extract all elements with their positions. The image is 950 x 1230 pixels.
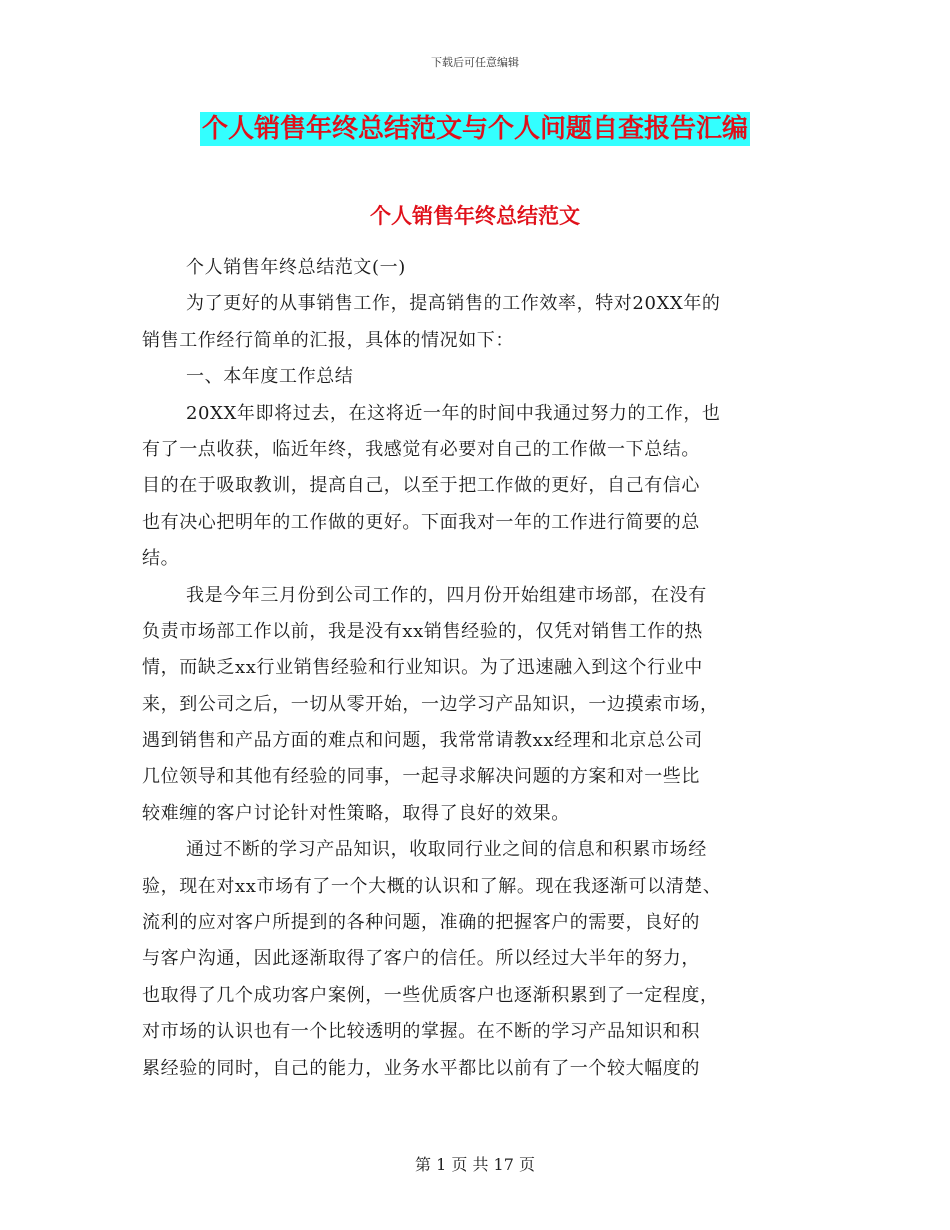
main-title: 个人销售年终总结范文与个人问题自查报告汇编 bbox=[201, 114, 748, 144]
text-line: 销售工作经行简单的汇报，具体的情况如下： bbox=[142, 329, 514, 351]
page-header: 下载后可任意编辑 bbox=[431, 56, 519, 69]
text-line: 结。 bbox=[142, 548, 180, 570]
text-line: 也取得了几个成功客户案例，一些优质客户也逐渐积累到了一定程度， bbox=[142, 984, 719, 1006]
document-body bbox=[142, 250, 842, 1087]
section-title: 个人销售年终总结范文 bbox=[370, 204, 580, 228]
text-line: 对市场的认识也有一个比较透明的掌握。在不断的学习产品知识和积 bbox=[142, 1021, 700, 1043]
text-line: 几位领导和其他有经验的同事，一起寻求解决问题的方案和对一些比 bbox=[142, 766, 700, 788]
page-footer: 第 1 页 共 17 页 bbox=[415, 1155, 535, 1174]
text-line: 来，到公司之后，一切从零开始，一边学习产品知识，一边摸索市场， bbox=[142, 693, 719, 715]
text-line: 通过不断的学习产品知识，收取同行业之间的信息和积累市场经 bbox=[186, 839, 707, 861]
text-line: 负责市场部工作以前，我是没有xx销售经验的，仅凭对销售工作的热 bbox=[142, 620, 703, 642]
text-line: 与客户沟通，因此逐渐取得了客户的信任。所以经过大半年的努力， bbox=[142, 948, 700, 970]
text-line: 我是今年三月份到公司工作的，四月份开始组建市场部，在没有 bbox=[186, 584, 707, 606]
text-line: 有了一点收获，临近年终，我感觉有必要对自己的工作做一下总结。 bbox=[142, 438, 700, 460]
text-line: 个人销售年终总结范文(一) bbox=[186, 257, 406, 278]
text-line: 验，现在对xx市场有了一个大概的认识和了解。现在我逐渐可以清楚、 bbox=[142, 875, 722, 897]
text-line: 也有决心把明年的工作做的更好。下面我对一年的工作进行简要的总 bbox=[142, 511, 700, 533]
main-title-container bbox=[0, 112, 950, 146]
text-line: 累经验的同时，自己的能力，业务水平都比以前有了一个较大幅度的 bbox=[142, 1057, 700, 1079]
text-line: 流利的应对客户所提到的各种问题，准确的把握客户的需要，良好的 bbox=[142, 912, 700, 934]
text-line: 较难缠的客户讨论针对性策略，取得了良好的效果。 bbox=[142, 802, 570, 824]
text-line: 为了更好的从事销售工作，提高销售的工作效率，特对20XX年的 bbox=[186, 293, 721, 315]
text-line: 一、本年度工作总结 bbox=[186, 366, 354, 388]
text-line: 遇到销售和产品方面的难点和问题，我常常请教xx经理和北京总公司 bbox=[142, 730, 703, 752]
text-line: 目的在于吸取教训，提高自己，以至于把工作做的更好，自己有信心 bbox=[142, 475, 700, 497]
text-line: 情，而缺乏xx行业销售经验和行业知识。为了迅速融入到这个行业中 bbox=[142, 657, 703, 679]
text-line: 20XX年即将过去，在这将近一年的时间中我通过努力的工作，也 bbox=[186, 402, 721, 424]
